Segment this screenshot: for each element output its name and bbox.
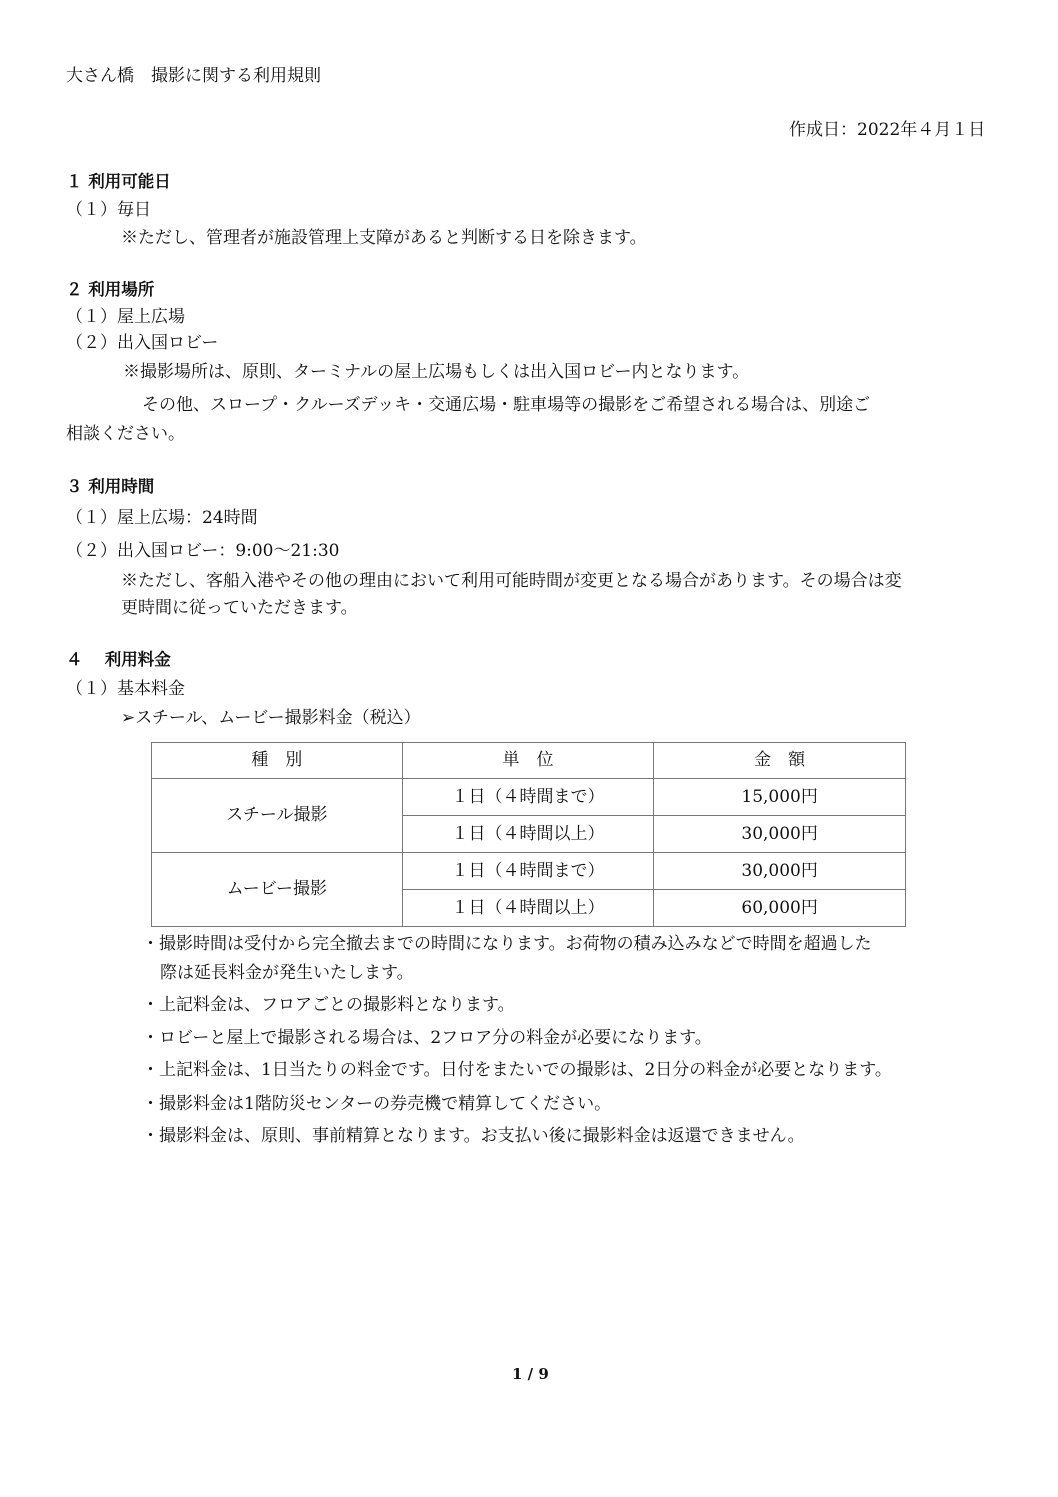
fee-note-1: ・撮影時間は受付から完全撤去までの時間になります。お荷物の積み込みなどで時間を超過した [142, 934, 872, 954]
header-unit: 単 位 [402, 743, 654, 779]
section-2-item-1: （１）屋上広場 [66, 307, 185, 327]
unit-cell: １日（４時間以上） [402, 816, 654, 853]
section-4-heading: ４ 利用料金 [66, 650, 171, 669]
price-cell: 30,000円 [654, 816, 906, 853]
section-3-note: ※ただし、客船入港やその他の理由において利用可能時間が変更となる場合があります。その場合は変 [121, 571, 902, 591]
section-3-heading: ３ 利用時間 [66, 477, 155, 496]
price-cell: 60,000円 [654, 890, 906, 927]
unit-cell: １日（４時間まで） [402, 853, 654, 890]
section-4-item-1: （１）基本料金 [66, 679, 185, 699]
fee-note-2: ・上記料金は、フロアごとの撮影料となります。 [142, 995, 515, 1015]
header-type: 種 別 [152, 743, 403, 779]
page-number: 1 / 9 [512, 1365, 549, 1383]
section-3-item-2: （２）出入国ロビー：9:00〜21:30 [66, 541, 340, 561]
section-1-item-1: （１）毎日 [66, 200, 151, 220]
unit-cell: １日（４時間以上） [402, 890, 654, 927]
section-1-note: ※ただし、管理者が施設管理上支障があると判断する日を除きます。 [121, 228, 647, 248]
section-1-heading: １ 利用可能日 [66, 172, 171, 191]
creation-date: 作成日：2022年４月１日 [789, 120, 986, 140]
fee-note-5: ・撮影料金は1階防災センターの券売機で精算してください。 [142, 1094, 612, 1114]
section-3-note-cont: 更時間に従っていただきます。 [121, 598, 358, 618]
fee-table-caption: ➢スチール、ムービー撮影料金（税込） [121, 708, 421, 728]
price-cell: 15,000円 [654, 779, 906, 816]
table-row [152, 853, 906, 890]
section-2-note-1: ※撮影場所は、原則、ターミナルの屋上広場もしくは出入国ロビー内となります。 [123, 362, 750, 382]
fee-note-1-cont: 際は延長料金が発生いたします。 [160, 963, 414, 983]
table-header-row [152, 743, 906, 779]
document-title: 大さん橋 撮影に関する利用規則 [66, 66, 321, 86]
unit-cell: １日（４時間まで） [402, 779, 654, 816]
type-cell: スチール撮影 [152, 779, 403, 853]
section-3-item-1: （１）屋上広場：24時間 [66, 508, 258, 528]
section-2-note-2: その他、スロープ・クルーズデッキ・交通広場・駐車場等の撮影をご希望される場合は、別途ご [142, 395, 871, 415]
table-row [152, 779, 906, 816]
fee-note-3: ・ロビーと屋上で撮影される場合は、2フロア分の料金が必要になります。 [142, 1028, 712, 1048]
fee-note-4: ・上記料金は、1日当たりの料金です。日付をまたいでの撮影は、2日分の料金が必要となります。 [142, 1060, 892, 1080]
section-2-item-2: （２）出入国ロビー [66, 333, 219, 353]
fee-table [151, 742, 906, 927]
fee-note-6: ・撮影料金は、原則、事前精算となります。お支払い後に撮影料金は返還できません。 [142, 1126, 805, 1146]
header-price: 金 額 [654, 743, 906, 779]
price-cell: 30,000円 [654, 853, 906, 890]
section-2-heading: ２ 利用場所 [66, 280, 155, 299]
type-cell: ムービー撮影 [152, 853, 403, 927]
section-2-note-2-cont: 相談ください。 [66, 424, 185, 444]
